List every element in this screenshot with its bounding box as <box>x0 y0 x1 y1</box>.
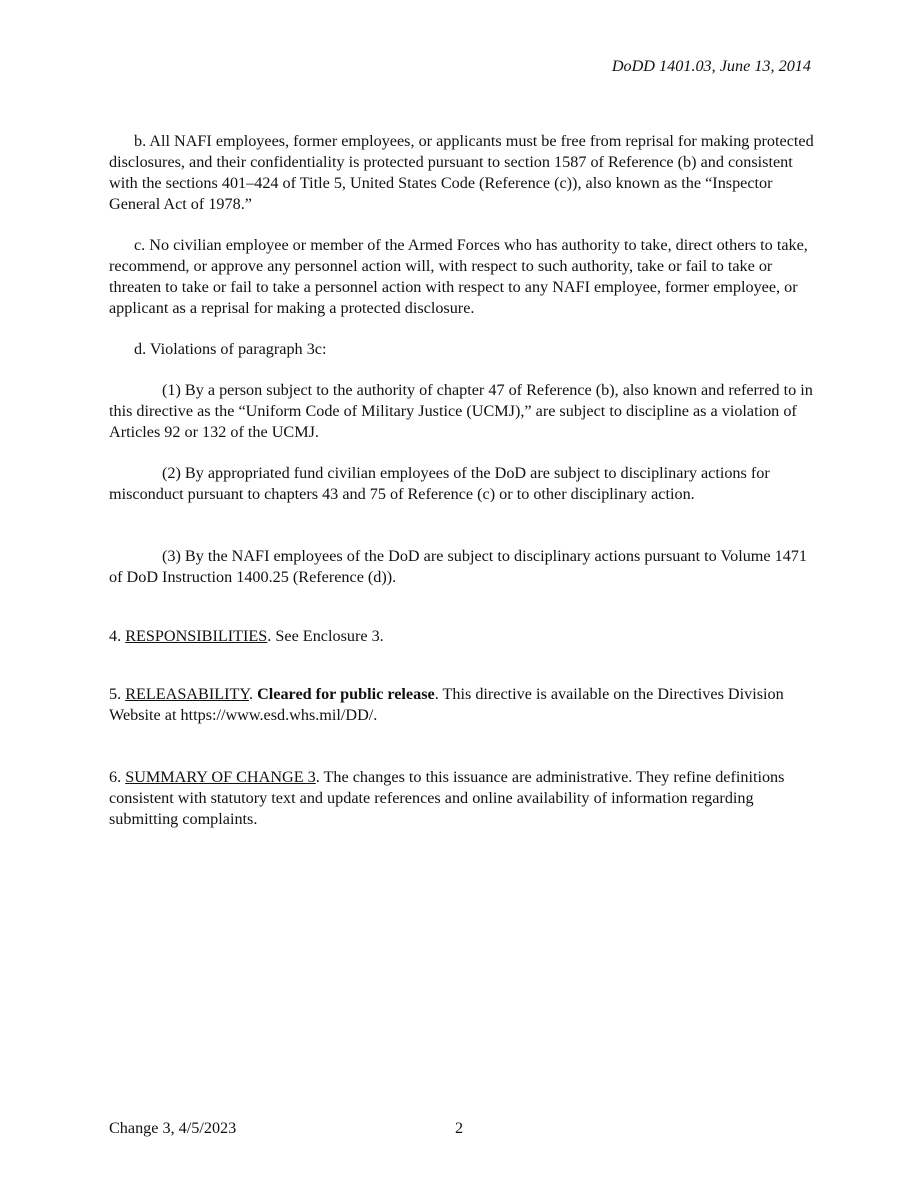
section-5-text: . This directive is available on the Directives Division Website at https://www.esd.whs.mil/DD/. <box>109 685 784 724</box>
footer-change: Change 3, 4/5/2023 <box>109 1119 237 1137</box>
section-4 <box>109 626 817 647</box>
section-5 <box>109 684 817 726</box>
paragraph-b: b. All NAFI employees, former employees, or applicants must be free from reprisal for making protected disclosures, and their confidentiality is protected pursuant to section 1587 of Reference (b) and consistent with the sections 401–424 of Title 5, United States Code (Reference (c)), also known as the “Inspector General Act of 1978.” <box>109 132 814 213</box>
paragraph-d1: (1) By a person subject to the authority of chapter 47 of Reference (b), also known and referred to in this directive as the “Uniform Code of Military Justice (UCMJ),” are subject to discipline as a violation of Articles 92 or 132 of the UCMJ. <box>109 381 813 441</box>
footer-page-number: 2 <box>455 1119 464 1137</box>
section-5-number: 5. <box>109 685 126 703</box>
section-6-text: . The changes to this issuance are administrative. They refine definitions consistent with statutory text and update references and online availability of information regarding submitting complaints. <box>109 768 785 828</box>
section-6-number: 6. <box>109 768 126 786</box>
section-5-heading: RELEASABILITY <box>125 685 249 703</box>
paragraph-c: c. No civilian employee or member of the Armed Forces who has authority to take, direct others to take, recommend, or approve any personnel action will, with respect to such authority, take or fail to take or threaten to take or fail to take a personnel action with respect to any NAFI employee, former employee, or applicant as a reprisal for making a protected disclosure. <box>109 236 808 317</box>
paragraph-d2: (2) By appropriated fund civilian employees of the DoD are subject to disciplinary actions for misconduct pursuant to chapters 43 and 75 of Reference (c) or to other disciplinary action. <box>109 464 770 503</box>
section-4-heading: RESPONSIBILITIES <box>125 627 268 645</box>
paragraph-d3: (3) By the NAFI employees of the DoD are subject to disciplinary actions pursuant to Volume 1471 of DoD Instruction 1400.25 (Reference (d)). <box>109 547 807 586</box>
section-4-number: 4. <box>109 627 126 645</box>
section-6-heading: SUMMARY OF CHANGE 3 <box>125 768 316 786</box>
paragraph-d: d. Violations of paragraph 3c: <box>134 340 327 358</box>
section-5-bold: Cleared for public release <box>257 685 435 703</box>
section-5-separator: . <box>249 685 258 703</box>
page-header: DoDD 1401.03, June 13, 2014 <box>611 57 811 75</box>
section-6 <box>109 767 817 830</box>
section-4-text: . See Enclosure 3. <box>267 627 384 645</box>
